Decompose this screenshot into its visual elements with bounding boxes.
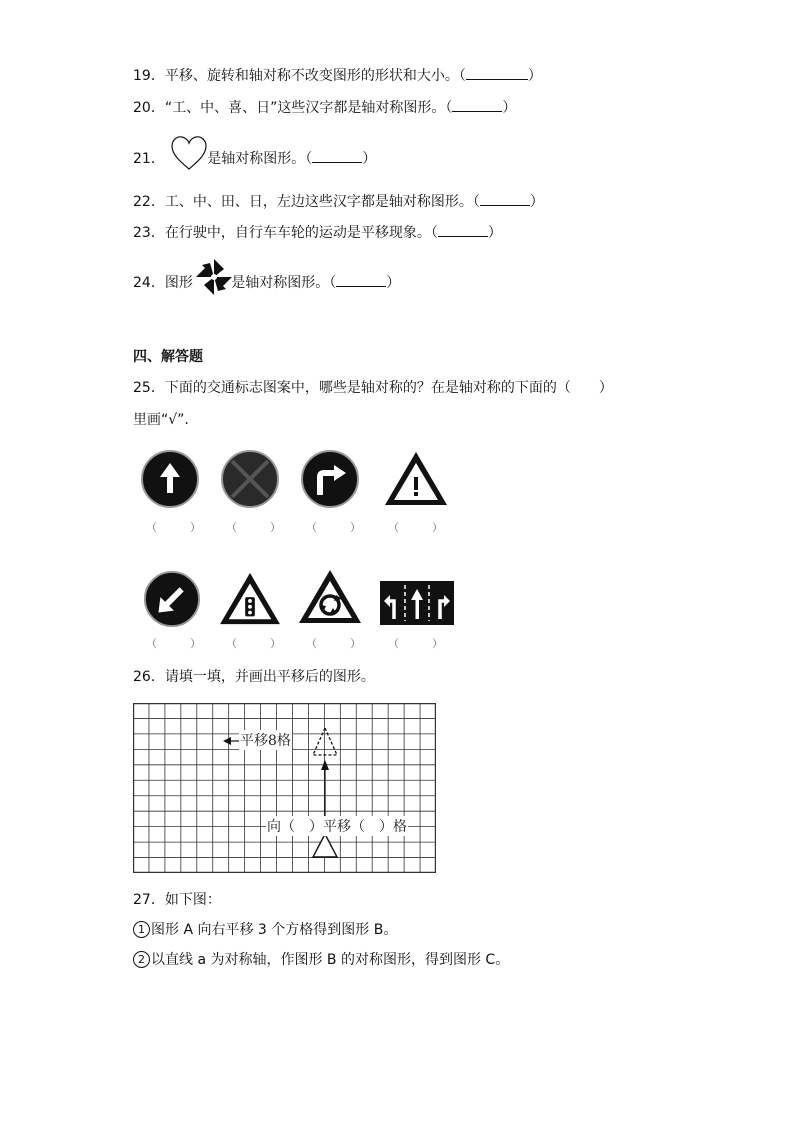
answer-paren[interactable]: （ ）	[388, 521, 443, 534]
traffic-light-warning-sign	[217, 570, 283, 628]
circled-number: 1	[133, 921, 150, 938]
question-21	[133, 145, 376, 173]
question-number: 24．	[133, 275, 165, 291]
question-number: 21．	[133, 151, 165, 167]
roundabout-warning-sign	[296, 567, 364, 627]
pinwheel-icon	[194, 257, 234, 297]
answer-paren[interactable]: （ ）	[306, 637, 361, 650]
answer-blank[interactable]	[466, 65, 528, 80]
warning-exclamation-sign	[382, 449, 450, 509]
turn-right-sign	[300, 449, 360, 509]
close-paren: ）	[527, 68, 542, 84]
direction-label: 向（ ）平移（ ）格	[266, 816, 408, 836]
question-25-line1: 25．下面的交通标志图案中，哪些是轴对称的？在是轴对称的下面的（ ）	[133, 380, 613, 396]
question-19	[133, 65, 542, 86]
answer-blank[interactable]	[480, 191, 530, 206]
down-left-arrow-sign	[143, 570, 201, 628]
question-27-item1	[133, 920, 397, 940]
question-number: 22．	[133, 194, 165, 210]
answer-paren[interactable]: （ ）	[388, 637, 443, 650]
question-number: 19．	[133, 68, 165, 84]
question-22	[133, 191, 544, 212]
question-number: 20．	[133, 100, 165, 116]
close-paren: ）	[502, 100, 517, 116]
question-number: 23．	[133, 225, 165, 241]
question-27-item2	[133, 950, 509, 970]
question-text: 平移、旋转和轴对称不改变图形的形状和大小。（	[164, 68, 466, 84]
left-arrow-head	[223, 737, 231, 745]
dashed-triangle	[313, 728, 337, 755]
answer-blank[interactable]	[452, 97, 502, 112]
question-27-title: 27．如下图：	[133, 892, 221, 908]
question-text: 工、中、田、日，左边这些汉字都是轴对称图形。（	[164, 194, 480, 210]
question-prefix: 图形	[164, 275, 193, 291]
item-text: 图形 A 向右平移 3 个方格得到图形 B。	[151, 922, 398, 938]
close-paren: ）	[362, 151, 377, 167]
question-25-line2: 里画“√”.	[133, 412, 189, 428]
answer-paren[interactable]: （ ）	[146, 521, 201, 534]
shift-label: 平移8格	[239, 730, 292, 750]
answer-paren[interactable]: （ ）	[226, 521, 281, 534]
translation-grid	[133, 703, 436, 877]
close-paren: ）	[487, 225, 502, 241]
item-text: 以直线 a 为对称轴，作图形 B 的对称图形，得到图形 C。	[151, 952, 510, 968]
question-26: 26．请填一填，并画出平移后的图形。	[133, 669, 375, 685]
heart-icon	[169, 133, 209, 173]
section-heading: 四、解答题	[133, 349, 203, 365]
question-text: 是轴对称图形。（	[231, 275, 337, 291]
question-23	[133, 222, 502, 243]
no-stopping-sign	[220, 449, 280, 509]
question-text: 是轴对称图形。（	[207, 151, 313, 167]
up-arrow-sign	[140, 449, 200, 509]
answer-blank[interactable]	[438, 222, 488, 237]
circled-number: 2	[133, 951, 150, 968]
close-paren: ）	[529, 194, 544, 210]
answer-paren[interactable]: （ ）	[306, 521, 361, 534]
question-text: “工、中、喜、日”这些汉字都是轴对称图形。（	[164, 100, 453, 116]
grid-canvas	[133, 703, 436, 873]
answer-blank[interactable]	[312, 148, 362, 163]
answer-blank[interactable]	[336, 272, 386, 287]
question-20	[133, 97, 516, 118]
close-paren: ）	[386, 275, 401, 291]
question-24	[133, 269, 400, 297]
question-text: 在行驶中，自行车车轮的运动是平移现象。（	[164, 225, 438, 241]
answer-paren[interactable]: （ ）	[146, 637, 201, 650]
original-triangle	[313, 834, 337, 857]
answer-paren[interactable]: （ ）	[226, 637, 281, 650]
lane-direction-sign	[380, 581, 454, 625]
